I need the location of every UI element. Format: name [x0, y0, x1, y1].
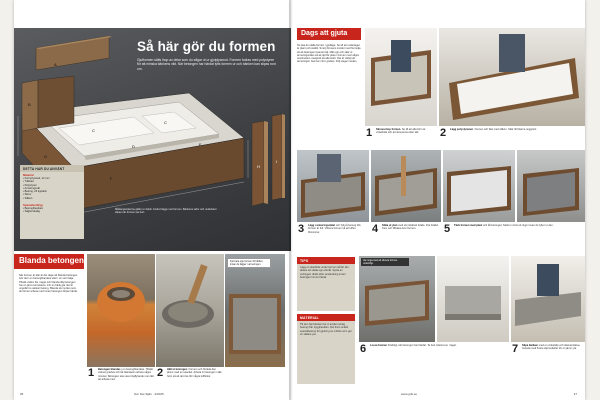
- step-number: 1: [88, 367, 95, 379]
- step-body: i formen och fäst med silikon. Skär till bitarna noggrant.: [473, 128, 537, 131]
- list-item: • Polystyren: [23, 183, 37, 187]
- step-photo-6b: [437, 256, 509, 342]
- material-box: [297, 314, 355, 384]
- step-4-drawing: [371, 150, 441, 222]
- step-bold: Lägg polystyrenen: [450, 128, 474, 131]
- step-bold: Betongen blandas: [98, 368, 121, 371]
- material-heading: Material: [23, 173, 34, 177]
- step-photo-7: [511, 256, 585, 342]
- step-number: 1: [366, 127, 373, 139]
- mould-back-wall: [36, 36, 112, 70]
- list-item: • Betongblandare: [23, 207, 43, 211]
- step-body: försiktigt när betongen har härdat. Ta bort sidorna en i taget.: [387, 344, 457, 347]
- step-body: med en vinkelslip och diamantskiva. Avsluta med finare sliprondeller för en jämn yta.: [522, 344, 581, 351]
- section-title: Blanda betongen: [19, 256, 84, 265]
- mould-side-panels: [252, 114, 285, 206]
- hero-title: Så här gör du formen: [137, 39, 276, 54]
- step-text: [308, 224, 368, 234]
- list-item: • Skruv: [23, 193, 32, 197]
- step-bold: Slipa bänken: [522, 344, 538, 347]
- part-label: A: [54, 62, 57, 67]
- tip-callout: Var noga med att vibrera formen ordentligt.: [361, 258, 409, 266]
- part-label: C: [164, 120, 167, 125]
- filled-mould-drawing: [225, 254, 285, 367]
- list-item: • Silikon: [23, 196, 33, 200]
- tip-callout: Fyll bara upp formen till hälften innan du lägger i armeringen.: [227, 258, 271, 268]
- step-photo-5b: [517, 150, 585, 222]
- tools-box: [20, 165, 84, 239]
- step-text: [98, 368, 154, 381]
- part-label: E: [199, 142, 202, 147]
- tools-box-header: DETTA HAR DU ANVÄNT: [20, 165, 84, 172]
- step-number: 5: [444, 223, 451, 235]
- blanda-body-text: När formen är klar är det dags att blanda betongen. Gör det i en betongblandare eller i en stor balja. Tillsätt vatten lite i taget och blanda tills betongen har en jämn konsistens. För en bänk går det åt ungefär tre säckar betong. Blanda så mycket som du hinner arbeta med innan betongen börjar härda.: [19, 274, 78, 294]
- part-label: B: [28, 102, 31, 107]
- tips-header: TIPS: [297, 257, 355, 264]
- step-photo-1: [365, 28, 437, 126]
- list-item: • Sågbordssåg: [23, 210, 40, 214]
- step-photo-6: [359, 256, 435, 342]
- step-bold: Häll ut betongen: [167, 368, 188, 371]
- right-page: [291, 0, 585, 400]
- step-text: [522, 344, 582, 351]
- hero-intro: Gjutformen sätts ihop av delar som du sågar ut ur gjutplywood. Formen fodras med polystyren för att minska bänkens vikt. När betongen har härdat lyfts formen ur och bänken kan slipas runt om.: [137, 58, 276, 71]
- step-body: med ett rätskivat bräde. Dra brädet fram och tillbaka över formen.: [382, 224, 439, 231]
- step-body: i en betongblandare. Tillsätt vattnet gradvis och låt blandaren arbeta några minuter. Betongen ska vara trögflytande men lätt att arbeta med.: [98, 368, 154, 381]
- step-bold: Lossa formen: [370, 344, 388, 347]
- page-number: 36: [20, 392, 24, 396]
- tools-heading: Specialverktyg: [23, 203, 43, 208]
- page-number: 37: [573, 392, 577, 396]
- step-number: 3: [298, 223, 305, 235]
- step-body: Se till att alla hörn är vinkelräta och att skruvarna sitter tätt.: [376, 128, 426, 135]
- step-photo-mixer: [87, 254, 155, 367]
- step-number: 7: [512, 343, 519, 355]
- dags-body-text: Nu ska du ställa formen i gjutläge. Se till att underlaget är plant och stabilt. Smörj formens insidor med formolja så att betongen lossnar lätt. Mät upp och skär ut armeringsnätet så att det får plats i formen med några centimeters marginal på alla sidor. Det är viktigt att armeringen hamnar mitt i godset. Följ stegen nedan.: [297, 44, 361, 64]
- step-bold: Skruva ihop formen.: [376, 128, 402, 131]
- part-label: G: [44, 154, 48, 159]
- step-photo-4: [371, 150, 441, 222]
- step-number: 4: [372, 223, 379, 235]
- hero-caption: Måttangivelserna gäller en bänk. Fodret läggs mot formen. Bänkens sidor och underkant slipas när formen tas bort.: [115, 208, 217, 215]
- folio-text: Gör Det Själv · 2/2025: [134, 392, 164, 396]
- step-1-drawing: [365, 28, 437, 126]
- material-list: [20, 177, 84, 200]
- step-2-drawing: [439, 28, 585, 126]
- part-label: D: [132, 144, 135, 149]
- step-body: i formen och fördela den jämnt med en spackel. Arbeta in betongen i alla hörn så att det inte blir några luftfickor.: [167, 368, 222, 378]
- tips-body: Lägg en plastfolie under formen så blir det lättare att städa upp efteråt. Spola av verktygen direkt efter användning innan betongen hinner härda.: [300, 266, 349, 279]
- step-number: 6: [360, 343, 367, 355]
- section-title: Dags att gjuta: [301, 30, 348, 37]
- part-label: I: [276, 159, 278, 164]
- step-6-drawing: [359, 256, 435, 342]
- folio-text: www.gds.se: [401, 392, 418, 396]
- step-photo-5: [443, 150, 515, 222]
- mixer-drawing: [87, 254, 155, 367]
- step-body: och låt betongen härda i minst ett dygn innan du lyfter ur den.: [483, 224, 554, 227]
- tools-list: [20, 207, 84, 214]
- step-bold: Släta ut ytan: [382, 224, 398, 227]
- list-item: • Armeringsnät: [23, 186, 40, 190]
- step-photo-3: [297, 150, 369, 222]
- step-text: [454, 224, 578, 227]
- step-5b-drawing: [517, 150, 585, 222]
- step-photo-pour: [156, 254, 224, 367]
- step-text: [376, 128, 436, 135]
- step-5-drawing: [443, 150, 515, 222]
- step-text: [370, 344, 506, 347]
- step-number: 2: [440, 127, 447, 139]
- step-text: [167, 368, 223, 378]
- step-6b-drawing: [437, 256, 509, 342]
- step-bold: Lägg i armeringsnätet: [308, 224, 336, 227]
- left-page: [14, 0, 291, 400]
- part-label: H: [257, 164, 260, 169]
- list-item: • Betong, 25 kg/säck: [23, 190, 47, 194]
- part-label: F: [110, 176, 113, 181]
- list-item: • Trälister: [23, 180, 34, 184]
- section-header-dags: [297, 28, 361, 40]
- section-header-blanda: [14, 254, 84, 269]
- step-bold: Täck formen med plast: [454, 224, 483, 227]
- step-text: [450, 128, 578, 131]
- material-body: Till den här bänken har vi använt vanlig betong från bygghandeln. Det finns också specialbetong för gjutning av möbler som ger en slätare yta.: [300, 323, 352, 336]
- material-header: MATERIAL: [297, 314, 355, 321]
- list-item: • Formplywood, 12 mm: [23, 177, 50, 180]
- step-7-drawing: [511, 256, 585, 342]
- step-number: 2: [157, 367, 164, 379]
- step-photo-2: [439, 28, 585, 126]
- gutter-shadow: [289, 0, 293, 400]
- step-photo-filled-mould: [225, 254, 285, 367]
- step-text: [382, 224, 440, 231]
- step-body: och fyll på betong tills formen är full. Vibrera formen så att luften försvinner.: [308, 224, 361, 234]
- step-3-drawing: [297, 150, 369, 222]
- tips-box: [297, 257, 355, 311]
- part-label: C: [92, 128, 95, 133]
- pour-drawing: [156, 254, 224, 367]
